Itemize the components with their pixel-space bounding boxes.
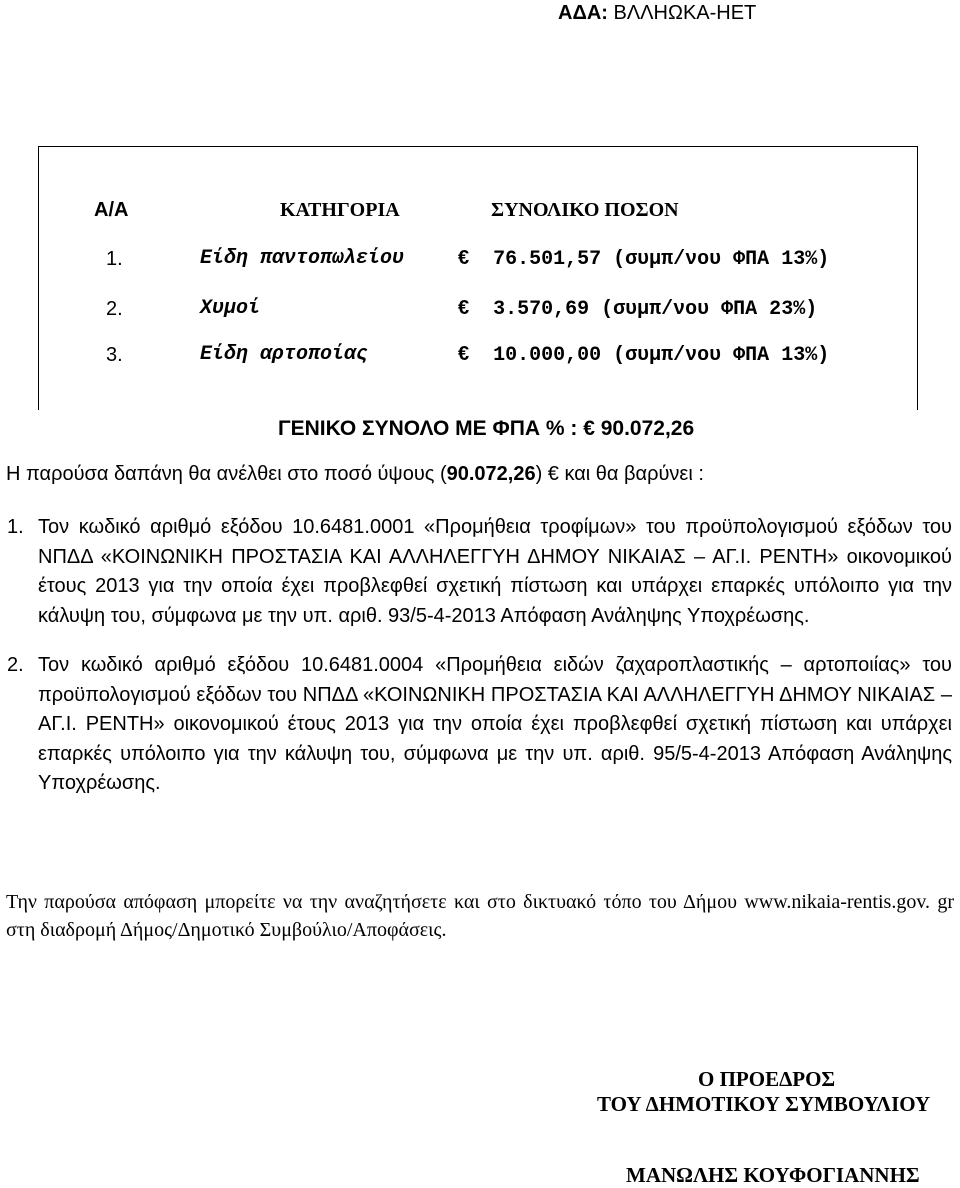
euro-sign: € xyxy=(458,297,470,319)
euro-sign: € xyxy=(458,247,470,269)
budget-item-2-no: 2. xyxy=(7,654,24,676)
row-2-amount-text: 3.570,69 (συμπ/νου ΦΠΑ 23%) xyxy=(493,298,818,321)
grand-total: ΓΕΝΙΚΟ ΣΥΝΟΛΟ ΜΕ ΦΠΑ % : € 90.072,26 xyxy=(278,417,695,440)
budget-intro-after: ) € και θα βαρύνει : xyxy=(535,463,704,485)
signature-title: Ο ΠΡΟΕΔΡΟΣ xyxy=(698,1067,836,1091)
row-3-amount-text: 10.000,00 (συμπ/νου ΦΠΑ 13%) xyxy=(493,344,830,367)
budget-intro-amount: 90.072,26 xyxy=(446,463,536,485)
budget-intro xyxy=(6,463,704,486)
row-2-amount xyxy=(458,297,817,321)
signature-council: ΤΟΥ ΔΗΜΟΤΙΚΟΥ ΣΥΜΒΟΥΛΙΟΥ xyxy=(597,1092,931,1116)
closing-paragraph: Την παρούσα απόφαση μπορείτε να την αναζητήσετε και στο δικτυακό τόπο του Δήμου www.nikaia-rentis.gov. gr στη διαδρομή Δήμος/Δημοτικό Συμβούλιο/Αποφάσεις. xyxy=(6,891,954,941)
row-2-category: Χυμοί xyxy=(200,297,261,320)
row-3-amount xyxy=(458,343,829,367)
ada-label: ΑΔΑ: xyxy=(558,2,608,24)
row-1-amount xyxy=(458,247,829,271)
budget-item-2-text: Τον κωδικό αριθμό εξόδου 10.6481.0004 «Προμήθεια ειδών ζαχαροπλαστικής – αρτοποιίας» του προϋπολογισμού εξόδων του ΝΠΔΔ «ΚΟΙΝΩΝΙΚΗ ΠΡΟΣΤΑΣΙΑ ΚΑΙ ΑΛΛΗΛΕΓΓΥΗ ΔΗΜΟΥ ΝΙΚΑΙΑΣ – ΑΓ.Ι. ΡΕΝΤΗ» οικονομικού έτους 2013 για την οποία έχει προβλεφθεί σχετική πίστωση και υπάρχει επαρκές υπόλοιπο για την κάλυψη του, σύμφωνα με την υπ. αριθ. 95/5-4-2013 Απόφαση Ανάληψης Υποχρέωσης. xyxy=(38,654,952,794)
budget-item-2 xyxy=(7,651,952,799)
signature-name: ΜΑΝΩΛΗΣ ΚΟΥΦΟΓΙΑΝΝΗΣ xyxy=(626,1163,920,1187)
row-3-category: Είδη αρτοποίας xyxy=(200,343,369,366)
budget-item-1-no: 1. xyxy=(7,516,24,538)
col-header-category: ΚΑΤΗΓΟΡΙΑ xyxy=(280,199,400,221)
budget-item-1 xyxy=(7,513,952,631)
row-2-no: 2. xyxy=(106,298,123,320)
ada-code xyxy=(558,2,756,25)
ada-value: ΒΛΛΗΩΚΑ-ΗΕΤ xyxy=(613,2,757,24)
row-1-category: Είδη παντοπωλείου xyxy=(200,247,405,270)
expense-table xyxy=(38,146,918,410)
euro-sign: € xyxy=(458,343,470,365)
row-1-no: 1. xyxy=(106,248,123,270)
budget-intro-before: Η παρούσα δαπάνη θα ανέλθει στο ποσό ύψους ( xyxy=(6,463,447,485)
row-3-no: 3. xyxy=(106,344,123,366)
col-header-no: Α/Α xyxy=(94,199,129,221)
col-header-amount: ΣΥΝΟΛΙΚΟ ΠΟΣΟΝ xyxy=(491,199,679,221)
row-1-amount-text: 76.501,57 (συμπ/νου ΦΠΑ 13%) xyxy=(493,248,830,271)
budget-item-1-text: Τον κωδικό αριθμό εξόδου 10.6481.0001 «Προμήθεια τροφίμων» του προϋπολογισμού εξόδων του ΝΠΔΔ «ΚΟΙΝΩΝΙΚΗ ΠΡΟΣΤΑΣΙΑ ΚΑΙ ΑΛΛΗΛΕΓΓΥΗ ΔΗΜΟΥ ΝΙΚΑΙΑΣ – ΑΓ.Ι. ΡΕΝΤΗ» οικονομικού έτους 2013 για την οποία έχει προβλεφθεί σχετική πίστωση και υπάρχει επαρκές υπόλοιπο για την κάλυψη του, σύμφωνα με την υπ. αριθ. 93/5-4-2013 Απόφαση Ανάληψης Υποχρέωσης. xyxy=(38,516,952,627)
